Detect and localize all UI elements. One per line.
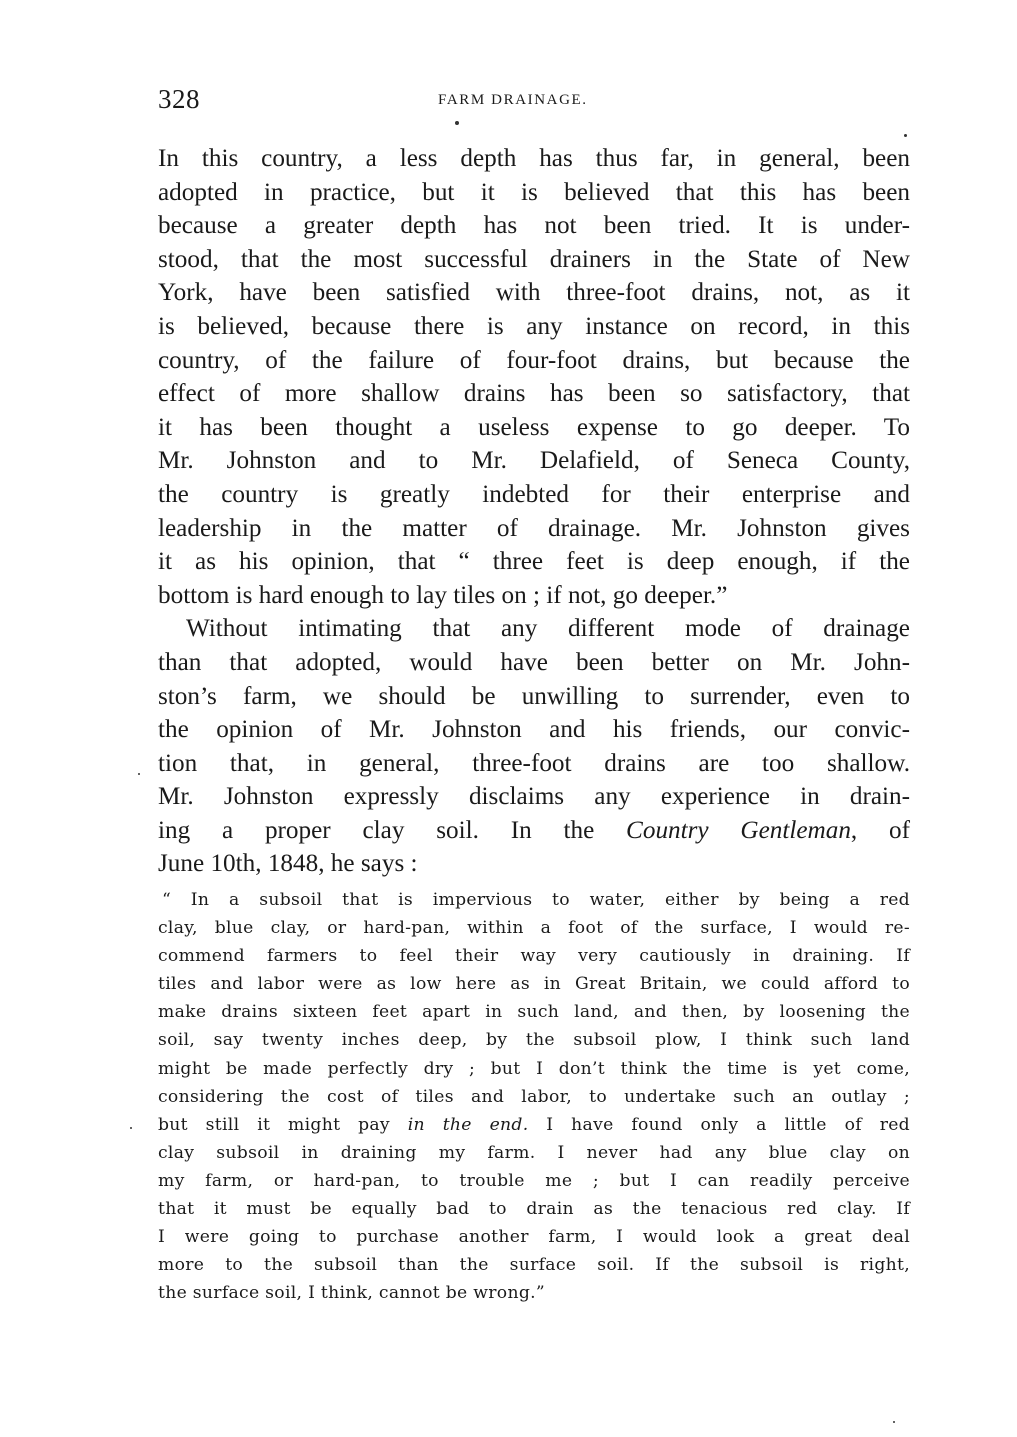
text-line [158, 814, 910, 848]
publication-title: Country Gentleman [626, 816, 851, 844]
page-number: 328 [158, 84, 200, 114]
text-line: because a greater depth has not been tried. It is under- [158, 212, 910, 240]
emphasized-phrase: in the end. [407, 1114, 529, 1135]
paragraph-2 [158, 612, 910, 881]
quote-line: I were going to purchase another farm, I would look a great deal [158, 1227, 910, 1248]
print-speck [130, 1127, 132, 1129]
text-line: is believed, because there is any instance on record, in this [158, 312, 910, 340]
quote-line: soil, say twenty inches deep, by the subsoil plow, I think such land [158, 1030, 910, 1051]
block-quote [158, 886, 910, 1307]
text-line: the opinion of Mr. Johnston and his friends, our convic- [158, 716, 910, 744]
quote-line: clay, blue clay, or hard-pan, within a foot of the surface, I would re- [158, 918, 910, 939]
quote-line: tiles and labor were as low here as in Great Britain, we could afford to [158, 974, 910, 995]
text-line: than that adopted, would have been better on Mr. John- [158, 648, 910, 676]
print-speck [893, 1421, 895, 1423]
print-speck [455, 121, 459, 125]
text-line: bottom is hard enough to lay tiles on ; if not, go deeper.” [158, 581, 728, 609]
quote-line: that it must be equally bad to drain as the tenacious red clay. If [158, 1199, 910, 1220]
quote-line [158, 1111, 910, 1139]
quote-line: more to the subsoil than the surface soil. If the subsoil is right, [158, 1255, 910, 1276]
text-line: Without intimating that any different mode of drainage [186, 615, 910, 643]
print-speck [138, 773, 140, 775]
text-line: June 10th, 1848, he says : [158, 850, 418, 878]
text-line: country, of the failure of four-foot drains, but because the [158, 346, 910, 374]
text-segment: , of [850, 816, 910, 844]
text-line: the country is greatly indebted for their enterprise and [158, 480, 910, 508]
paragraph-1 [158, 142, 910, 612]
text-segment: but still it might pay [158, 1114, 408, 1135]
text-line: stood, that the most successful drainers in the State of New [158, 245, 910, 273]
text-line: adopted in practice, but it is believed that this has been [158, 178, 910, 206]
quote-line: the surface soil, I think, cannot be wrong.” [158, 1283, 545, 1304]
quote-line: my farm, or hard-pan, to trouble me ; but I can readily perceive [158, 1170, 910, 1191]
text-segment: ing a proper clay soil. In the [158, 816, 627, 844]
text-line: Mr. Johnston and to Mr. Delafield, of Seneca County, [158, 447, 910, 475]
quote-line: might be made perfectly dry ; but I don’t think the time is yet come, [158, 1058, 910, 1079]
quote-line: make drains sixteen feet apart in such land, and then, by loosening the [158, 1002, 910, 1023]
quote-line: considering the cost of tiles and labor, to undertake such an outlay ; [158, 1086, 910, 1107]
quote-line: commend farmers to feel their way very cautiously in draining. If [158, 946, 910, 967]
text-line: In this country, a less depth has thus far, in general, been [158, 145, 910, 172]
text-line: it as his opinion, that “ three feet is deep enough, if the [158, 548, 910, 576]
text-segment: I have found only a little of red [528, 1114, 910, 1135]
text-line: effect of more shallow drains has been so satisfactory, that [158, 380, 910, 408]
running-head: FARM DRAINAGE. [438, 92, 588, 108]
text-line: York, have been satisfied with three-foot drains, not, as it [158, 279, 910, 307]
text-line: leadership in the matter of drainage. Mr. Johnston gives [158, 514, 910, 542]
body-text [158, 142, 910, 881]
print-speck [904, 134, 907, 137]
text-line: it has been thought a useless expense to go deeper. To [158, 413, 910, 441]
quote-line: clay subsoil in draining my farm. I never had any blue clay on [158, 1142, 910, 1163]
text-line: Mr. Johnston expressly disclaims any experience in drain- [158, 783, 910, 811]
text-line: ston’s farm, we should be unwilling to surrender, even to [158, 682, 910, 710]
text-line: tion that, in general, three-foot drains are too shallow. [158, 749, 910, 777]
quote-line: “ In a subsoil that is impervious to water, either by being a red [162, 890, 910, 910]
